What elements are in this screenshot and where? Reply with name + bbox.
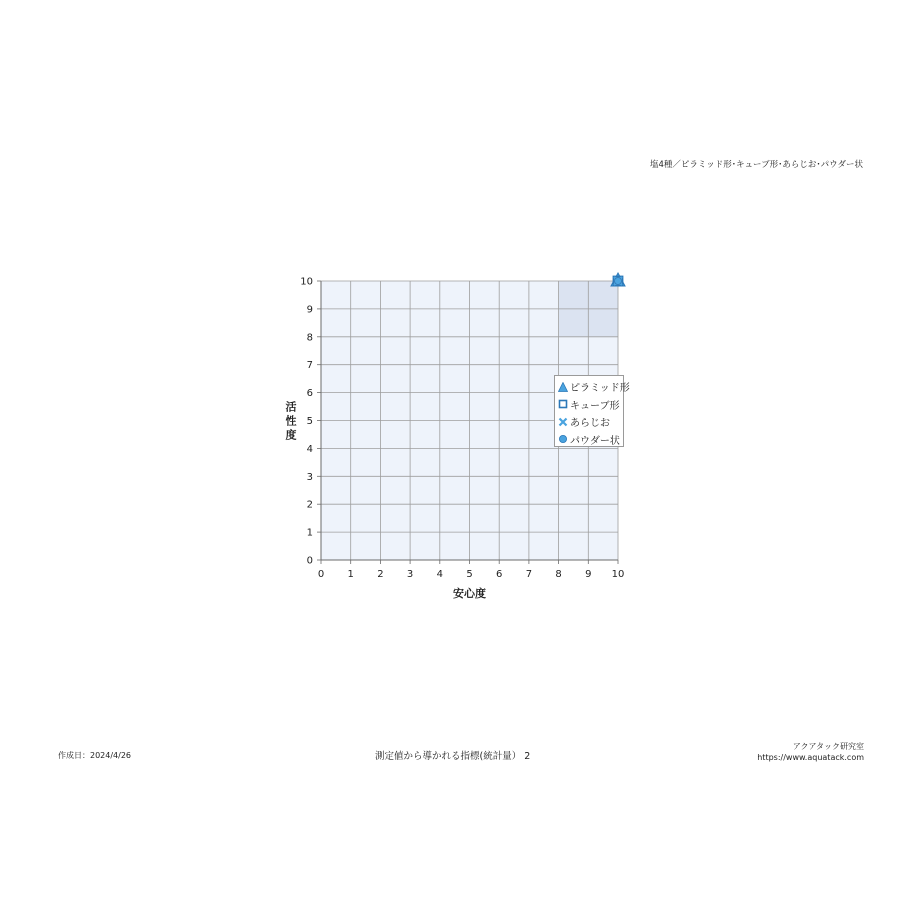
y-axis-title-char: 活: [285, 400, 297, 414]
legend-item-cube: [558, 396, 623, 414]
created-date: 作成日：2024/4/26: [58, 751, 132, 760]
y-tick-label: 4: [306, 443, 313, 455]
legend-item-arajio: [558, 413, 623, 431]
x-tick-label: 1: [347, 569, 354, 580]
y-tick-label: 7: [306, 360, 313, 372]
y-tick-label: 8: [306, 332, 313, 344]
x-tick-label: 7: [525, 569, 533, 580]
x-marker-icon: [558, 417, 568, 427]
legend-label: ピラミッド形: [570, 383, 630, 395]
square-marker-icon: [558, 399, 568, 409]
legend-item-pyramid: [558, 378, 630, 396]
x-axis-title: 安心度: [453, 587, 486, 600]
x-tick-label: 0: [317, 569, 325, 580]
legend-label: あらじお: [570, 418, 610, 430]
y-tick-label: 0: [306, 555, 313, 567]
y-tick-label: 3: [306, 471, 313, 483]
y-axis-title-char: 性: [285, 414, 297, 428]
triangle-marker-icon: [558, 382, 568, 392]
x-tick-label: 8: [555, 569, 562, 580]
organization-block: [757, 741, 864, 763]
y-tick-label: 9: [306, 304, 313, 316]
y-tick-label: 1: [306, 527, 313, 539]
circle-marker-icon: [558, 434, 568, 444]
x-tick-label: 5: [466, 569, 473, 580]
x-tick-label: 4: [436, 569, 443, 580]
legend-item-powder: [558, 431, 623, 449]
organization-url: https://www.aquatack.com: [757, 753, 864, 762]
x-tick-label: 9: [585, 569, 592, 580]
y-tick-label: 10: [300, 276, 313, 288]
x-tick-label: 3: [406, 569, 414, 580]
x-tick-label: 6: [496, 569, 503, 580]
y-tick-label: 5: [306, 416, 313, 427]
page-title: 測定値から導かれる指標(統計量） 2: [375, 751, 531, 762]
data-point-powder: [615, 278, 622, 285]
chart-legend: [554, 375, 630, 447]
x-tick-label: 10: [611, 569, 625, 580]
legend-label: パウダー状: [570, 435, 620, 447]
organization-name: アクアタック研究室: [792, 742, 864, 751]
y-tick-label: 2: [306, 499, 313, 511]
y-tick-label: 6: [306, 388, 313, 400]
chart-subtitle: 塩4種／ピラミッド形･キューブ形･あらじお･パウダー状: [650, 160, 863, 170]
y-axis-title-char: 度: [285, 428, 297, 442]
x-tick-label: 2: [377, 569, 384, 580]
legend-label: キューブ形: [570, 400, 620, 412]
